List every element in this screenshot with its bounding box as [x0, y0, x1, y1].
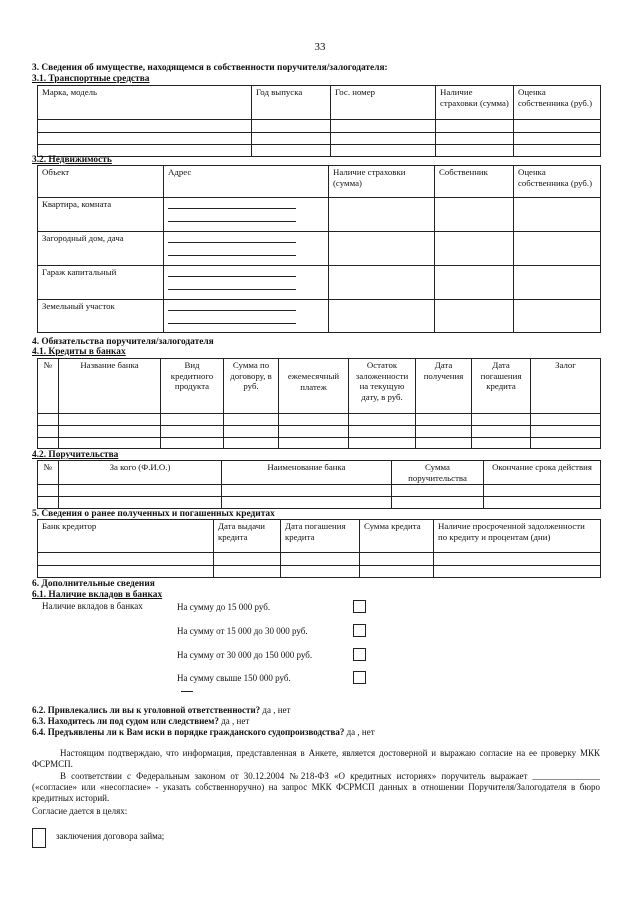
deposit-option-label: На сумму от 30 000 до 150 000 руб.	[177, 650, 313, 660]
th-overdue: Наличие просроченной задолженности по кредиту и процентам (дни)	[434, 520, 601, 553]
credits-table	[37, 358, 601, 449]
th-plate: Гос. номер	[331, 86, 436, 120]
deposit-option-label: На сумму до 15 000 руб.	[177, 602, 271, 612]
purpose-label: заключения договора займа;	[56, 831, 165, 841]
th-product: Вид кредитного продукта	[161, 359, 224, 414]
question-6-3	[32, 716, 249, 726]
table-row	[38, 266, 601, 300]
table-row	[38, 120, 601, 133]
th-repay-date: Дата погашения кредита	[281, 520, 360, 553]
realty-apartment: Квартира, комната	[38, 198, 164, 232]
consent-paragraph-2: В соответствии с Федеральным законом от 30.12.2004 №218-ФЗ «О кредитных историях» поручитель выражает _______________ («согласие» или «несогласие» - указать собственноручно) на запрос МКК ФСРМСП данных в отношении Поручителя/Залогодателя в бюро кредитных историй.	[32, 771, 600, 803]
th-end-date: Окончание срока действия	[484, 461, 601, 485]
question-6-2	[32, 705, 290, 715]
consent-paragraph-1: Настоящим подтверждаю, что информация, представленная в Анкете, является достоверной и выражаю согласие на ее проверку МКК ФСРМСП.	[32, 748, 600, 769]
th-valuation: Оценка собственника (руб.)	[514, 86, 601, 120]
deposit-checkbox-2[interactable]	[353, 624, 366, 637]
question-text: 6.3. Находитесь ли под судом или следствием?	[32, 716, 219, 726]
section-3-2-title: 3.2. Недвижимость	[32, 155, 112, 165]
realty-land: Земельный участок	[38, 300, 164, 333]
table-row	[38, 566, 601, 578]
deposit-checkbox-4[interactable]	[353, 671, 366, 684]
table-row	[38, 133, 601, 145]
yes-no-answer[interactable]: да , нет	[262, 705, 291, 715]
th-insurance: Наличие страховки (сумма)	[436, 86, 514, 120]
deposit-checkbox-3[interactable]	[353, 648, 366, 661]
th-balance: Остаток заложенности на текущую дату, в руб.	[349, 359, 416, 414]
deposit-option-label: На сумму свыше 150 000 руб.	[177, 673, 291, 683]
section-4-2-title: 4.2. Поручительства	[32, 450, 119, 460]
consent-paragraph-3: Согласие дается в целях:	[32, 806, 128, 816]
section-3-title: 3. Сведения об имуществе, находящемся в собственности поручителя/залогодателя:	[32, 63, 388, 73]
underline-mark	[181, 691, 193, 692]
section-6-1-title: 6.1. Наличие вкладов в банках	[32, 590, 163, 600]
question-6-4	[32, 727, 375, 737]
table-row	[38, 300, 601, 333]
table-row	[38, 198, 601, 232]
realty-country-house: Загородный дом, дача	[38, 232, 164, 266]
th-guarantee-sum: Сумма поручительства	[392, 461, 484, 485]
table-row	[38, 232, 601, 266]
address-lines[interactable]	[164, 266, 329, 300]
th-lender: Банк кредитор	[38, 520, 214, 553]
th-issue-date: Дата выдачи кредита	[214, 520, 281, 553]
deposit-checkbox-1[interactable]	[353, 600, 366, 613]
th-num: №	[38, 359, 59, 414]
section-6-title: 6. Дополнительные сведения	[32, 579, 155, 589]
question-text: 6.2. Привлекались ли вы к уголовной ответственности?	[32, 705, 261, 715]
section-4-1-title: 4.1. Кредиты в банках	[32, 347, 126, 357]
th-payment: ежемесячный платеж	[279, 359, 349, 414]
question-text: 6.4. Предъявлены ли к Вам иски в порядке гражданского судопроизводства?	[32, 727, 345, 737]
table-row	[38, 497, 601, 509]
past-credits-table	[37, 519, 601, 578]
realty-garage: Гараж капитальный	[38, 266, 164, 300]
realty-table	[37, 165, 601, 333]
th-year: Год выпуска	[252, 86, 331, 120]
th-bank: Название банка	[59, 359, 161, 414]
guarantees-table	[37, 460, 601, 509]
th-owner: Собственник	[435, 166, 514, 198]
th-for-whom: За кого (Ф.И.О.)	[59, 461, 222, 485]
transport-table	[37, 85, 601, 157]
purpose-checkbox[interactable]	[32, 828, 46, 848]
table-row	[38, 438, 601, 449]
th-repaid: Дата погашения кредита	[472, 359, 531, 414]
th-collateral: Залог	[531, 359, 601, 414]
th-num: №	[38, 461, 59, 485]
address-lines[interactable]	[164, 198, 329, 232]
section-5-title: 5. Сведения о ранее полученных и погашенных кредитах	[32, 509, 275, 519]
th-received: Дата получения	[416, 359, 472, 414]
th-insurance: Наличие страховки (сумма)	[329, 166, 435, 198]
table-row	[38, 414, 601, 426]
th-credit-sum: Сумма кредита	[360, 520, 434, 553]
table-row	[38, 485, 601, 497]
section-4-title: 4. Обязательства поручителя/залогодателя	[32, 337, 214, 347]
deposits-label: Наличие вкладов в банках	[42, 601, 143, 611]
deposit-option-label: На сумму от 15 000 до 30 000 руб.	[177, 626, 308, 636]
address-lines[interactable]	[164, 300, 329, 333]
yes-no-answer[interactable]: да , нет	[346, 727, 375, 737]
th-valuation: Оценка собственника (руб.)	[514, 166, 601, 198]
th-bank-name: Наименование банка	[222, 461, 392, 485]
address-lines[interactable]	[164, 232, 329, 266]
th-object: Объект	[38, 166, 164, 198]
th-amount: Сумма по договору, в руб.	[224, 359, 279, 414]
table-row	[38, 145, 601, 157]
section-3-1-title: 3.1. Транспортные средства	[32, 74, 150, 84]
page-number: 33	[314, 41, 326, 53]
table-row	[38, 426, 601, 438]
table-row	[38, 553, 601, 566]
th-address: Адрес	[164, 166, 329, 198]
th-brand: Марка, модель	[38, 86, 252, 120]
yes-no-answer[interactable]: да , нет	[221, 716, 250, 726]
